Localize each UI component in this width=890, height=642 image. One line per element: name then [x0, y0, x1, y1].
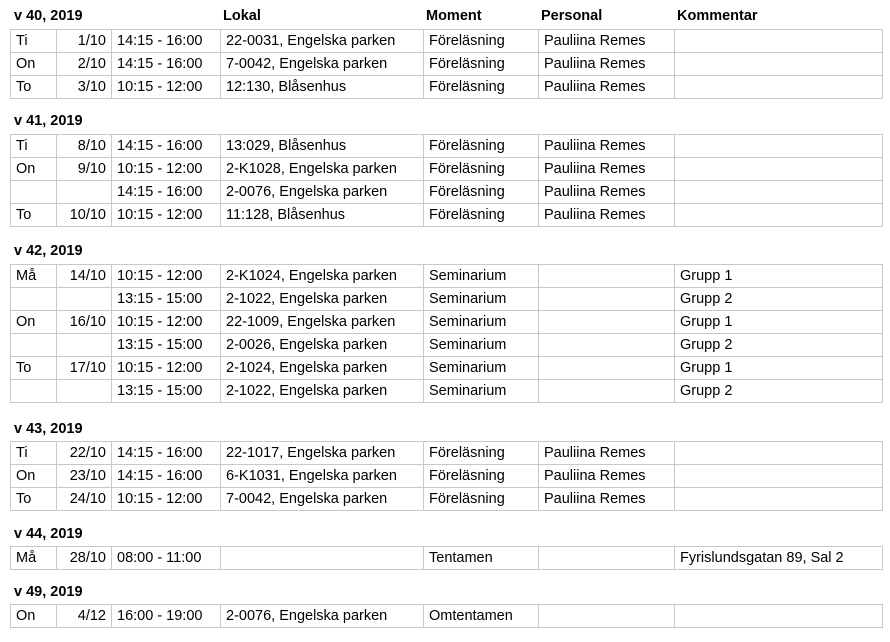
comment-cell: [675, 158, 883, 181]
date-cell: 1/10: [57, 30, 112, 53]
date-cell: 4/12: [57, 605, 112, 628]
day-cell: Ti: [11, 442, 57, 465]
moment-cell: Seminarium: [424, 265, 539, 288]
comment-cell: [675, 465, 883, 488]
time-cell: 14:15 - 16:00: [112, 30, 221, 53]
staff-cell: Pauliina Remes: [539, 53, 675, 76]
room-cell: 12:130, Blåsenhus: [221, 76, 424, 99]
day-cell: To: [11, 204, 57, 227]
comment-cell: [675, 442, 883, 465]
staff-cell: Pauliina Remes: [539, 30, 675, 53]
staff-cell: Pauliina Remes: [539, 181, 675, 204]
time-cell: 13:15 - 15:00: [112, 288, 221, 311]
moment-cell: Föreläsning: [424, 181, 539, 204]
comment-cell: Grupp 2: [675, 380, 883, 403]
room-cell: 11:128, Blåsenhus: [221, 204, 424, 227]
time-cell: 10:15 - 12:00: [112, 357, 221, 380]
moment-cell: Seminarium: [424, 357, 539, 380]
table-row: [11, 53, 883, 76]
staff-cell: [539, 311, 675, 334]
moment-cell: Föreläsning: [424, 442, 539, 465]
moment-cell: Föreläsning: [424, 30, 539, 53]
room-cell: 7-0042, Engelska parken: [221, 488, 424, 511]
table-row: [11, 181, 883, 204]
date-cell: 8/10: [57, 135, 112, 158]
room-cell: 2-1022, Engelska parken: [221, 288, 424, 311]
moment-cell: Föreläsning: [424, 76, 539, 99]
time-cell: 14:15 - 16:00: [112, 181, 221, 204]
table-row: [11, 488, 883, 511]
time-cell: 14:15 - 16:00: [112, 465, 221, 488]
moment-cell: Seminarium: [424, 334, 539, 357]
staff-cell: Pauliina Remes: [539, 465, 675, 488]
moment-cell: Seminarium: [424, 288, 539, 311]
comment-cell: Grupp 2: [675, 334, 883, 357]
day-cell: Ti: [11, 135, 57, 158]
week-heading: v 44, 2019: [14, 526, 83, 542]
day-cell: [11, 288, 57, 311]
time-cell: 14:15 - 16:00: [112, 135, 221, 158]
comment-cell: [675, 135, 883, 158]
date-cell: 28/10: [57, 547, 112, 570]
date-cell: 22/10: [57, 442, 112, 465]
staff-cell: Pauliina Remes: [539, 488, 675, 511]
week-heading: v 49, 2019: [14, 584, 83, 600]
room-cell: 22-1017, Engelska parken: [221, 442, 424, 465]
staff-cell: Pauliina Remes: [539, 76, 675, 99]
staff-cell: [539, 380, 675, 403]
comment-cell: [675, 30, 883, 53]
column-header-personal: Personal: [541, 8, 603, 24]
staff-cell: [539, 334, 675, 357]
day-cell: Må: [11, 265, 57, 288]
week-schedule-table: [10, 29, 883, 99]
date-cell: 9/10: [57, 158, 112, 181]
table-row: [11, 547, 883, 570]
room-cell: 2-1022, Engelska parken: [221, 380, 424, 403]
room-cell: 22-0031, Engelska parken: [221, 30, 424, 53]
moment-cell: Föreläsning: [424, 465, 539, 488]
date-cell: [57, 288, 112, 311]
comment-cell: Grupp 2: [675, 288, 883, 311]
room-cell: 7-0042, Engelska parken: [221, 53, 424, 76]
time-cell: 10:15 - 12:00: [112, 76, 221, 99]
staff-cell: Pauliina Remes: [539, 442, 675, 465]
day-cell: To: [11, 488, 57, 511]
day-cell: On: [11, 605, 57, 628]
day-cell: Må: [11, 547, 57, 570]
date-cell: [57, 181, 112, 204]
room-cell: [221, 547, 424, 570]
table-row: [11, 311, 883, 334]
time-cell: 10:15 - 12:00: [112, 265, 221, 288]
date-cell: 14/10: [57, 265, 112, 288]
time-cell: 14:15 - 16:00: [112, 53, 221, 76]
comment-cell: [675, 53, 883, 76]
table-row: [11, 380, 883, 403]
date-cell: 23/10: [57, 465, 112, 488]
column-header-moment: Moment: [426, 8, 482, 24]
staff-cell: [539, 288, 675, 311]
room-cell: 2-1024, Engelska parken: [221, 357, 424, 380]
moment-cell: Föreläsning: [424, 53, 539, 76]
room-cell: 6-K1031, Engelska parken: [221, 465, 424, 488]
room-cell: 2-0076, Engelska parken: [221, 181, 424, 204]
column-header-kommentar: Kommentar: [677, 8, 758, 24]
comment-cell: Grupp 1: [675, 265, 883, 288]
table-row: [11, 76, 883, 99]
week-heading: v 41, 2019: [14, 113, 83, 129]
date-cell: 10/10: [57, 204, 112, 227]
moment-cell: Föreläsning: [424, 204, 539, 227]
table-row: [11, 204, 883, 227]
week-schedule-table: [10, 264, 883, 403]
date-cell: 2/10: [57, 53, 112, 76]
table-row: [11, 158, 883, 181]
table-row: [11, 357, 883, 380]
day-cell: Ti: [11, 30, 57, 53]
comment-cell: Grupp 1: [675, 311, 883, 334]
room-cell: 13:029, Blåsenhus: [221, 135, 424, 158]
day-cell: On: [11, 311, 57, 334]
week-heading: v 42, 2019: [14, 243, 83, 259]
week-40-heading: v 40, 2019: [14, 8, 83, 24]
staff-cell: [539, 357, 675, 380]
date-cell: 24/10: [57, 488, 112, 511]
table-row: [11, 605, 883, 628]
comment-cell: Fyrislundsgatan 89, Sal 2: [675, 547, 883, 570]
moment-cell: Föreläsning: [424, 488, 539, 511]
date-cell: 16/10: [57, 311, 112, 334]
time-cell: 10:15 - 12:00: [112, 311, 221, 334]
staff-cell: Pauliina Remes: [539, 158, 675, 181]
moment-cell: Seminarium: [424, 380, 539, 403]
time-cell: 10:15 - 12:00: [112, 488, 221, 511]
table-row: [11, 465, 883, 488]
comment-cell: [675, 488, 883, 511]
day-cell: [11, 181, 57, 204]
comment-cell: Grupp 1: [675, 357, 883, 380]
column-header-lokal: Lokal: [223, 8, 261, 24]
moment-cell: Omtentamen: [424, 605, 539, 628]
table-row: [11, 334, 883, 357]
time-cell: 13:15 - 15:00: [112, 334, 221, 357]
week-heading: v 43, 2019: [14, 421, 83, 437]
time-cell: 16:00 - 19:00: [112, 605, 221, 628]
table-row: [11, 288, 883, 311]
moment-cell: Föreläsning: [424, 158, 539, 181]
day-cell: On: [11, 158, 57, 181]
week-schedule-table: [10, 604, 883, 628]
date-cell: [57, 380, 112, 403]
table-row: [11, 30, 883, 53]
table-row: [11, 265, 883, 288]
week-schedule-table: [10, 546, 883, 570]
staff-cell: Pauliina Remes: [539, 135, 675, 158]
time-cell: 08:00 - 11:00: [112, 547, 221, 570]
day-cell: [11, 334, 57, 357]
moment-cell: Seminarium: [424, 311, 539, 334]
comment-cell: [675, 181, 883, 204]
moment-cell: Föreläsning: [424, 135, 539, 158]
day-cell: On: [11, 465, 57, 488]
date-cell: 17/10: [57, 357, 112, 380]
staff-cell: [539, 265, 675, 288]
day-cell: [11, 380, 57, 403]
day-cell: To: [11, 357, 57, 380]
room-cell: 2-K1028, Engelska parken: [221, 158, 424, 181]
week-schedule-table: [10, 134, 883, 227]
week-schedule-table: [10, 441, 883, 511]
comment-cell: [675, 605, 883, 628]
table-row: [11, 442, 883, 465]
date-cell: [57, 334, 112, 357]
moment-cell: Tentamen: [424, 547, 539, 570]
date-cell: 3/10: [57, 76, 112, 99]
staff-cell: [539, 547, 675, 570]
day-cell: To: [11, 76, 57, 99]
staff-cell: [539, 605, 675, 628]
time-cell: 14:15 - 16:00: [112, 442, 221, 465]
comment-cell: [675, 204, 883, 227]
time-cell: 10:15 - 12:00: [112, 204, 221, 227]
time-cell: 10:15 - 12:00: [112, 158, 221, 181]
day-cell: On: [11, 53, 57, 76]
room-cell: 2-0076, Engelska parken: [221, 605, 424, 628]
room-cell: 22-1009, Engelska parken: [221, 311, 424, 334]
table-row: [11, 135, 883, 158]
room-cell: 2-0026, Engelska parken: [221, 334, 424, 357]
room-cell: 2-K1024, Engelska parken: [221, 265, 424, 288]
staff-cell: Pauliina Remes: [539, 204, 675, 227]
comment-cell: [675, 76, 883, 99]
time-cell: 13:15 - 15:00: [112, 380, 221, 403]
